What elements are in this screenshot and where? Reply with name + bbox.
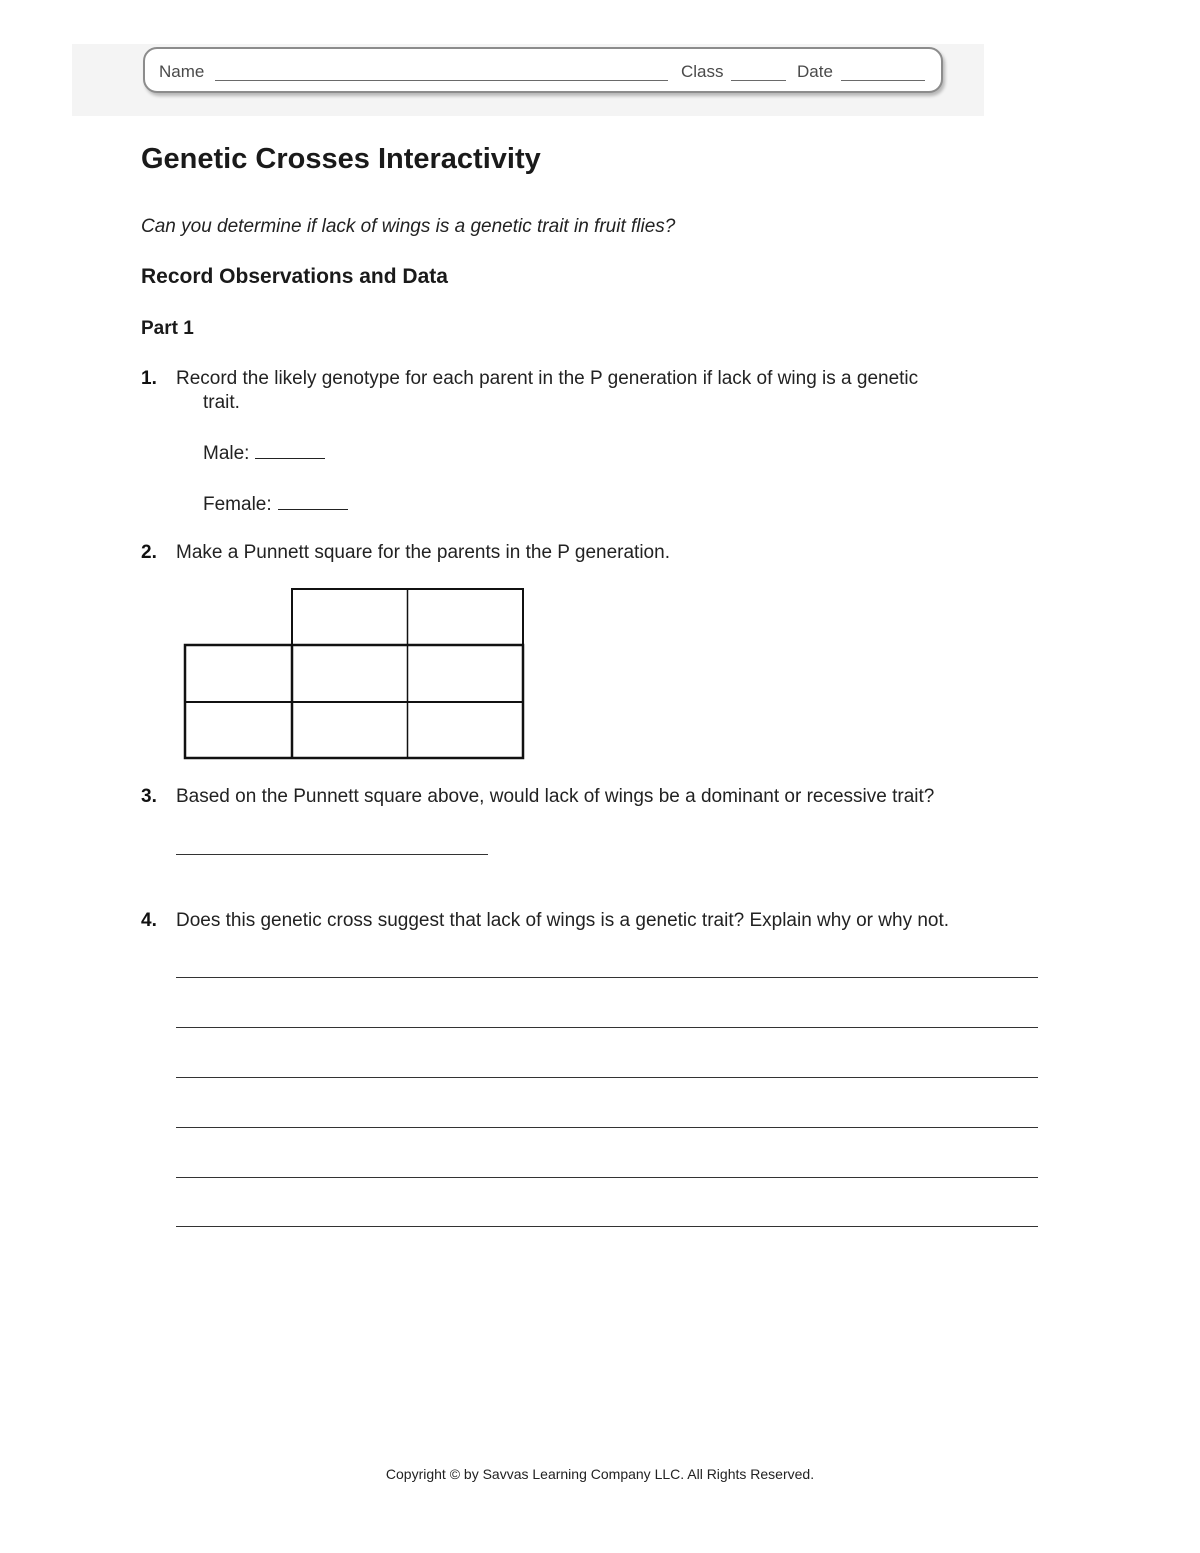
question-3-text: Based on the Punnett square above, would lack of wings be a dominant or recessive trait?: [176, 786, 935, 807]
punnett-body-box: [185, 645, 523, 758]
class-label: Class: [681, 62, 724, 81]
part-heading: Part 1: [141, 318, 194, 339]
question-3-number: 3.: [141, 786, 157, 807]
question-4-answer-line-6[interactable]: [176, 1226, 1038, 1227]
male-label: Male:: [203, 443, 250, 464]
question-3-answer-line[interactable]: [176, 854, 488, 855]
punnett-header-box: [292, 589, 523, 645]
question-4-answer-line-1[interactable]: [176, 977, 1038, 978]
date-label: Date: [797, 62, 833, 81]
question-4-answer-line-4[interactable]: [176, 1127, 1038, 1128]
question-2-number: 2.: [141, 542, 157, 563]
question-4-answer-line-2[interactable]: [176, 1027, 1038, 1028]
copyright-footer: Copyright © by Savvas Learning Company LLC. All Rights Reserved.: [385, 1466, 815, 1482]
female-genotype-blank[interactable]: [278, 491, 348, 510]
date-field[interactable]: [841, 80, 925, 81]
female-label: Female:: [203, 494, 272, 515]
female-answer-row: [203, 491, 348, 517]
question-4-number: 4.: [141, 910, 157, 931]
class-field[interactable]: [731, 80, 786, 81]
name-label: Name: [159, 62, 205, 81]
question-4-text: Does this genetic cross suggest that lack of wings is a genetic trait? Explain why or why not.: [176, 910, 950, 931]
question-4-answer-line-5[interactable]: [176, 1177, 1038, 1178]
name-field[interactable]: [215, 80, 668, 81]
question-1-number: 1.: [141, 368, 157, 389]
section-heading: Record Observations and Data: [141, 265, 448, 288]
page-title: Genetic Crosses Interactivity: [141, 143, 541, 175]
question-4-answer-line-3[interactable]: [176, 1077, 1038, 1078]
driving-question: Can you determine if lack of wings is a genetic trait in fruit flies?: [141, 216, 676, 237]
male-answer-row: [203, 440, 325, 466]
male-genotype-blank[interactable]: [255, 440, 325, 459]
question-1-text: Record the likely genotype for each parent in the P generation if lack of wing is a genetic: [176, 368, 919, 389]
question-1-continuation: trait.: [203, 392, 240, 413]
question-2-text: Make a Punnett square for the parents in the P generation.: [176, 542, 670, 563]
